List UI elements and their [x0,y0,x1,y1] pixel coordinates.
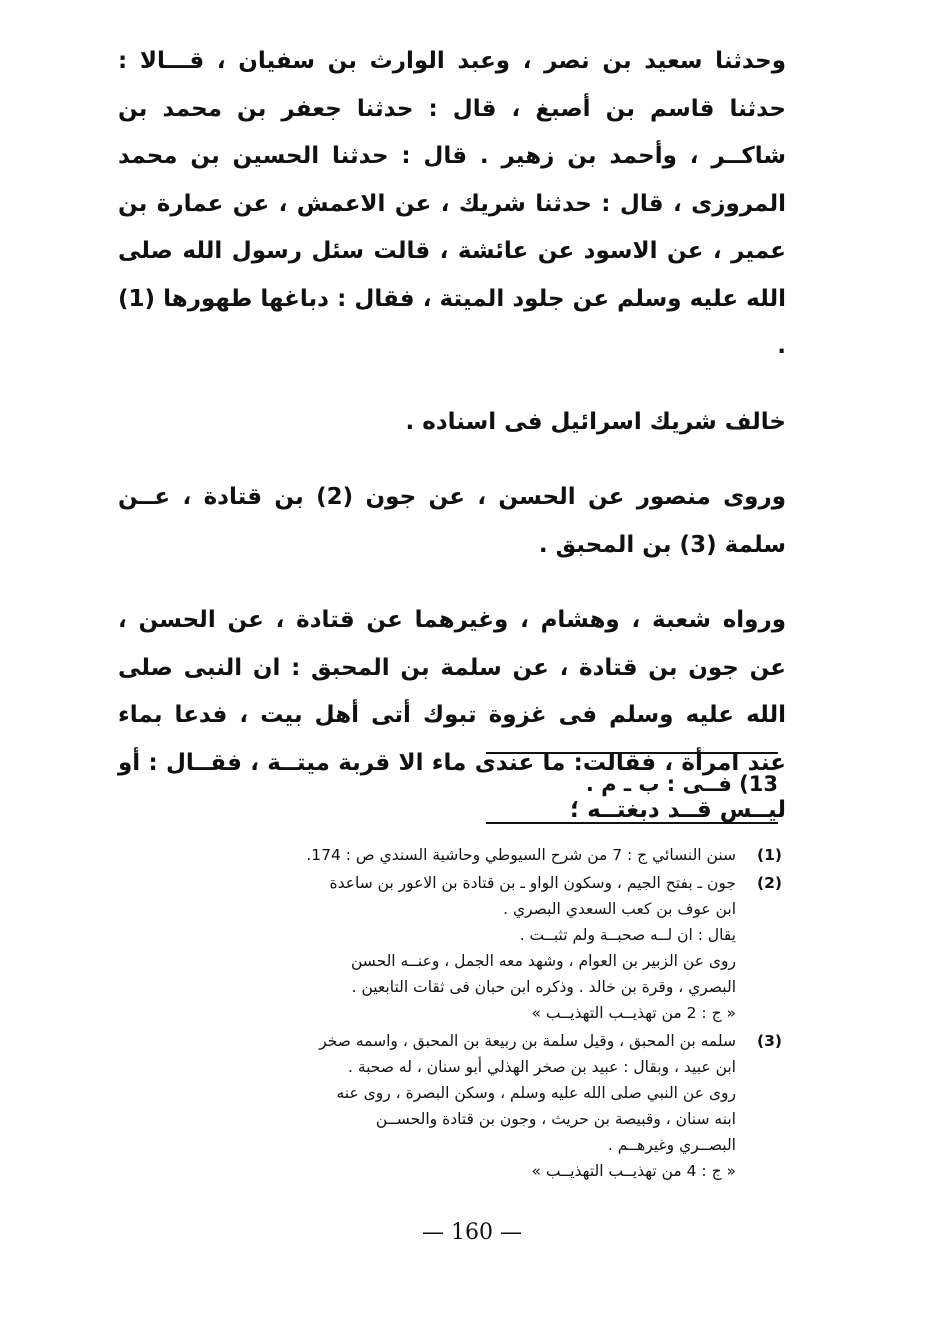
footnote-line: روى عن الزبير بن العوام ، وشهد معه الجمل ، وعنــه الحسن [350,952,736,970]
footnote-line: ابنه سنان ، وقبيصة بن حريث ، وجون بن قتادة والحســن [375,1110,736,1128]
footnote-text [110,870,736,1026]
text-line: وحدثنا سعيد بن نصر ، وعبد الوارث بن سفيان ، قـــالا : [118,48,786,74]
footnote-line: البصري ، وقرة بن خالد . وذكره ابن حبان فى ثقات التابعين . [351,978,736,996]
footnote-line: سنن النسائي ج : 7 من شرح السيوطي وحاشية السندي ص : 174. [306,846,736,864]
paragraph-isnad [118,38,786,371]
text-line: الميتة ، فقال : دباغها طهورها (1) . [118,285,786,359]
variant-note: 13) فــى : ب ـ م . [585,772,778,796]
main-text [118,38,786,835]
text-line: ما عندى ماء الا قربة ميتــة ، فقــال : أو ليــس قــد دبغتــه ؛ [118,749,786,823]
footnote-line: سلمه بن المحبق ، وقيل سلمة بن ربيعة بن المحبق ، واسمه صخر [319,1032,736,1050]
footnote-line: « ج : 4 من تهذيــب التهذيــب » [531,1162,736,1180]
text-line: خالف شريك اسرائيل فى اسناده . [405,408,786,435]
text-line: حدثنا شريك ، عن الاعمش ، عن عمارة بن عمير ، عن الاسود عن [118,190,786,264]
footnote-2 [110,870,782,1026]
footnotes [110,842,782,1186]
text-line: عن جون بن قتادة ، عن سلمة بن المحبق : ان النبى صلى الله عليه [118,654,786,728]
paragraph-mansur [118,474,786,569]
page-number: — 160 — [422,1220,522,1245]
text-line: وروى منصور عن الحسن ، عن جون (2) بن قتادة ، عــن [118,484,786,510]
paragraph-khalaf [118,399,786,447]
footnote-number: (1) [757,846,782,864]
text-line: سلمة (3) بن المحبق . [538,531,786,558]
footnote-1 [110,842,782,868]
text-line: حدثنا قاسم بن أصبغ ، قال : حدثنا جعفر بن محمد بن شاكــر ، [118,95,786,169]
text-line: عائشة ، قالت سئل رسول الله صلى الله عليه وسلم عن جلود [118,238,787,312]
footnote-text [110,842,736,868]
text-line: ورواه شعبة ، وهشام ، وغيرهما عن قتادة ، عن الحسن ، [118,607,786,633]
footnote-line: روى عن النبي صلى الله عليه وسلم ، وسكن البصرة ، روى عنه [336,1084,736,1102]
footnote-line: البصــري وغيرهــم . [607,1136,736,1154]
footnote-line: جون ـ بفتح الجيم ، وسكون الواو ـ بن قتادة بن الاعور بن ساعدة [329,874,736,892]
footnote-text [110,1028,736,1184]
divider-top [486,752,778,754]
text-line: وأحمد بن زهير . قال : حدثنا الحسين بن محمد المروزى ، قال : [118,143,786,217]
divider-bottom [486,822,778,824]
footnote-number: (3) [757,1032,782,1050]
footnote-line: ابن عبيد ، وبقال : عبيد بن صخر الهذلي أبو سنان ، له صحبة . [347,1058,736,1076]
footnote-line: « ج : 2 من تهذيــب التهذيــب » [531,1004,736,1022]
footnote-line: ابن عوف بن كعب السعدي البصري . [503,900,736,918]
footnote-line: يقال : ان لــه صحبــة ولم تثبــت . [519,926,736,944]
footnote-3 [110,1028,782,1184]
text-line: وسلم فى غزوة تبوك أتى أهل بيت ، فدعا بماء عند امرأة ، فقالت: [118,702,786,776]
footnote-number: (2) [757,874,782,892]
